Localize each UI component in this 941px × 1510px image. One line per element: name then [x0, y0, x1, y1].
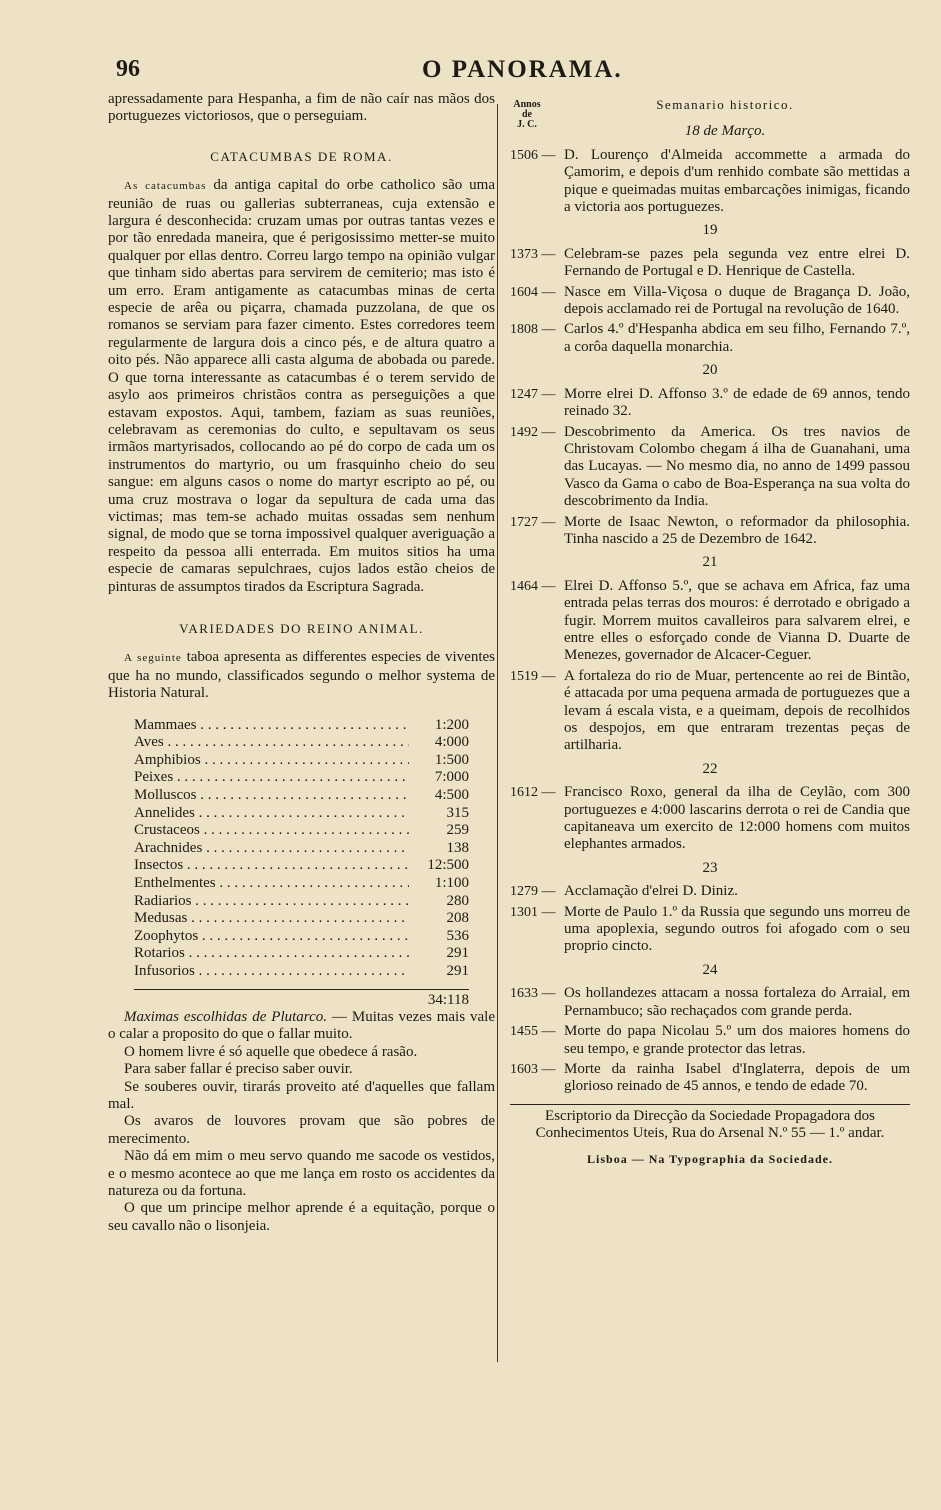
- species-name: Insectos . . .: [134, 857, 409, 875]
- history-entry: [510, 1023, 910, 1058]
- species-count: 7:000: [434, 769, 469, 786]
- entry-year: 1301 —: [510, 904, 556, 920]
- species-count: 315: [446, 804, 469, 821]
- entry-year: 1603 —: [510, 1061, 556, 1077]
- species-row: [134, 787, 469, 805]
- species-count: 291: [446, 962, 469, 979]
- entry-text: Carlos 4.º d'Hespanha abdica em seu filho, Fernando 7.º, a corôa daquella monarchia.: [564, 321, 910, 355]
- entry-year: 1373 —: [510, 246, 556, 262]
- day-heading: 20: [702, 362, 718, 379]
- entry-text: Francisco Roxo, general da ilha de Ceylão, com 300 portuguezes e 4:000 lascarins derrota o rei de Candia que capitaneava um exercito de 12:000 homens com muitos elephantes armados.: [564, 784, 910, 853]
- annos-word: Annos: [513, 99, 541, 110]
- entry-year: 1727 —: [510, 514, 556, 530]
- species-count: 536: [446, 927, 469, 944]
- maxim: Não dá em mim o meu servo quando me sacode os vestidos, e o mesmo acontece ao que me lança em rosto os accidentes da natureza ou da fortuna.: [108, 1148, 495, 1199]
- right-column: [510, 96, 910, 1168]
- entry-text: Os hollandezes attacam a nossa fortaleza do Arraial, em Pernambuco; são rechaçados com grande perda.: [564, 985, 910, 1019]
- entry-text: Morre elrei D. Affonso 3.º de edade de 69 annos, tendo reinado 32.: [564, 385, 910, 420]
- history-entry: [510, 904, 910, 956]
- species-count: 1:200: [434, 716, 469, 733]
- animal-lead: A seguinte: [124, 652, 182, 665]
- catacombs-heading: CATACUMBAS DE ROMA.: [210, 148, 393, 164]
- species-row: [134, 928, 469, 946]
- animal-paragraph: [108, 649, 495, 702]
- species-table: [134, 717, 469, 981]
- species-name: Zoophytos . . .: [134, 928, 409, 946]
- species-row: [134, 752, 469, 770]
- species-count: 291: [446, 945, 469, 962]
- species-name: Amphibios . . .: [134, 752, 409, 770]
- animal-heading: VARIEDADES DO REINO ANIMAL.: [179, 620, 424, 636]
- species-name: Aves . . .: [134, 734, 409, 752]
- history-entry: [510, 668, 910, 755]
- species-count: 138: [446, 839, 469, 856]
- history-entry: [510, 147, 910, 217]
- maxims-first-text: — Muitas vezes mais vale o calar a proposito do que o fallar muito.: [108, 1008, 495, 1043]
- catacombs-text: da antiga capital do orbe catholico são uma reunião de ruas ou gallerias subterraneas, cuja extensão e largura é desconhecida: cruzam umas por outras tantas vezes e por tão enredada maneira, que é perigosissimo metter-se muito qualquer por ellas dentro. Correu largo tempo na opinião vulgar que tinham sido abertas para servirem de cemiterio; mas isto é um erro. Eram antigamente as catacumbas minas de certa especie de arêa ou piçarra, chamada puzzolana, de que os romanos se serviam para fazer cimento. Estes corredores teem regularmente de largura dois a cinco pés, e de altura quatro a oito pés. Não apparece alli casta alguma de abobada ou parede. O que torna interessante as catacumbas é o terem servido de asylo aos primeiros christãos contra as perseguições a que estavam expostos. Aqui, tambem, faziam as suas reuniões, celebravam as ceremonias do culto, e sepultavam os seus irmãos martyrisados, collocando ao pé do corpo de cada um os instrumentos do martyrio, ou um frasquinho cheio do seu sangue: em alguns casos o nome do martyr escripto ao pé, ou uma cruz mostrava o logar da sepultura de cada uma das victimas; mas tem-se achado muitas ossadas sem nenhum signal, de modo que se torna impossivel qualquer averiguação a respeito da pessoa alli enterrada. Em muitos sitios ha uma especie de camaras sepulchraes, cujos lados estão cheios de pinturas de assumptos tirados da Escriptura Sagrada.: [108, 177, 496, 595]
- history-entry: [510, 284, 910, 319]
- species-row: [134, 875, 469, 893]
- entry-year: 1519 —: [510, 668, 556, 684]
- entry-year: 1455 —: [510, 1024, 556, 1040]
- entry-text: Celebram-se pazes pela segunda vez entre elrei D. Fernando de Portugal e D. Henrique de Castella.: [564, 245, 910, 280]
- species-name: Arachnides . . .: [134, 840, 409, 858]
- maxim: Para saber fallar é preciso saber ouvir.: [124, 1061, 353, 1078]
- species-name: Infusorios . . .: [134, 963, 409, 981]
- catacombs-lead: As catacumbas: [124, 180, 207, 193]
- species-row: [134, 734, 469, 752]
- species-count: 12:500: [427, 857, 469, 874]
- species-count: 4:000: [434, 734, 469, 751]
- species-count: 280: [446, 892, 469, 909]
- history-entry: [510, 784, 910, 854]
- species-name: Molluscos . . .: [134, 787, 409, 805]
- maxims-title: Maximas escolhidas de Plutarco.: [124, 1008, 327, 1025]
- maxim: Os avaros de louvores provam que são pobres de merecimento.: [108, 1113, 495, 1147]
- maxim: Se souberes ouvir, tirarás proveito até d'aquelles que fallam mal.: [108, 1078, 495, 1112]
- intro-paragraph: apressadamente para Hespanha, a fim de não caír nas mãos dos portuguezes victoriosos, que o perseguiam.: [108, 91, 495, 125]
- entry-text: Morte de Isaac Newton, o reformador da philosophia. Tinha nascido a 25 de Dezembro de 1642.: [564, 513, 910, 547]
- species-name: Peixes . . .: [134, 769, 409, 787]
- imprint: Lisboa — Na Typographia da Sociedade.: [587, 1151, 833, 1166]
- day-heading: 19: [702, 222, 718, 239]
- entry-text: Morte de Paulo 1.º da Russia que segundo uns morreu de uma apoplexia, segundo outros foi afogado com o seu proprio cincto.: [564, 903, 910, 955]
- species-name: Mammaes . . .: [134, 717, 409, 735]
- entry-year: 1492 —: [510, 424, 556, 440]
- column-divider: [497, 104, 498, 1362]
- history-days: [510, 147, 910, 1096]
- species-row: [134, 963, 469, 981]
- entry-year: 1633 —: [510, 986, 556, 1002]
- entry-text: Elrei D. Affonso 5.º, que se achava em Africa, faz uma entrada pelas terras dos mouros: é derrotado e obrigado a fugir. Morrem muitos cavalleiros para salvarem elrei, e entre elles o esforçado conde de Vianna D. Duarte de Menezes, governador de Alcacer-Ceguer.: [564, 577, 910, 664]
- annos-de: de: [522, 109, 532, 120]
- species-count: 259: [446, 822, 469, 839]
- species-row: [134, 910, 469, 928]
- history-entry: [510, 386, 910, 421]
- day-heading: 22: [702, 760, 718, 777]
- entry-year: 1808 —: [510, 322, 556, 338]
- entry-text: Morte do papa Nicolau 5.º um dos maiores homens do seu tempo, e grande protector das letras.: [564, 1023, 910, 1057]
- day-heading: 21: [702, 554, 718, 571]
- species-row: [134, 805, 469, 823]
- day-heading: 23: [702, 859, 718, 876]
- species-name: Radiarios . . .: [134, 893, 409, 911]
- entry-year: 1612 —: [510, 785, 556, 801]
- entry-text: A fortaleza do rio de Muar, pertencente ao rei de Bintão, é attacada por uma pequena armada de portuguezes que a levam á escala vista, e a queimam, depois de recolhidos os despojos, em que entraram trezentas peças de artilharia.: [564, 667, 910, 754]
- history-entry: [510, 321, 910, 356]
- page-number: 96: [116, 56, 140, 82]
- history-entry: [510, 424, 910, 511]
- species-name: Medusas . . .: [134, 910, 409, 928]
- history-entry: [510, 883, 910, 900]
- species-row: [134, 857, 469, 875]
- history-entry: [510, 514, 910, 549]
- entry-year: 1247 —: [510, 386, 556, 402]
- history-entry: [510, 578, 910, 665]
- running-title: O PANORAMA.: [422, 56, 623, 83]
- maxim: O homem livre é só aquelle que obedece á rasão.: [124, 1043, 418, 1060]
- maxims-section: [108, 1009, 495, 1235]
- entry-text: D. Lourenço d'Almeida accommette a armada do Çamorim, e depois d'um renhido combate são mettidas a pique e queimadas muitas embarcações inimigas, ficando a victoria aos portuguezes.: [564, 146, 910, 216]
- animal-text: taboa apresenta as differentes especies de viventes que ha no mundo, classificados segundo o melhor systema de Historia Natural.: [108, 649, 495, 702]
- entry-text: Morte da rainha Isabel d'Inglaterra, depois de um glorioso reinado de 45 annos, e tendo de edade 70.: [564, 1060, 910, 1095]
- left-column: [108, 91, 495, 1235]
- species-count: 1:500: [434, 751, 469, 768]
- history-entry: [510, 985, 910, 1020]
- species-count: 208: [446, 910, 469, 927]
- species-count: 4:500: [434, 786, 469, 803]
- species-row: [134, 840, 469, 858]
- species-row: [134, 822, 469, 840]
- species-row: [134, 717, 469, 735]
- entry-text: Acclamação d'elrei D. Diniz.: [564, 883, 738, 900]
- entry-year: 1279 —: [510, 884, 556, 900]
- history-entry: [510, 246, 910, 281]
- maxims-first: [108, 1009, 495, 1044]
- catacombs-paragraph: [108, 177, 495, 596]
- day-heading: 24: [702, 961, 718, 978]
- annos-jc: J. C.: [517, 119, 537, 130]
- entry-year: 1506 —: [510, 147, 556, 163]
- entry-year: 1604 —: [510, 284, 556, 300]
- office-notice: Escriptorio da Direcção da Sociedade Propagadora dos Conhecimentos Uteis, Rua do Arsenal N.º 55 — 1.º andar.: [510, 1104, 910, 1143]
- first-date: 18 de Março.: [684, 123, 766, 140]
- species-name: Enthelmentes . . .: [134, 875, 409, 893]
- species-name: Annelides . . .: [134, 805, 409, 823]
- entry-text: Nasce em Villa-Viçosa o duque de Bragança D. João, depois acclamado rei de Portugal na revolução de 1640.: [564, 283, 910, 318]
- species-name: Rotarios . . .: [134, 945, 409, 963]
- entry-text: Descobrimento da America. Os tres navios de Christovam Colombo chegam á ilha de Guanahani, uma das Lucayas. — No mesmo dia, no anno de 1499 passou Vasco da Gama o cabo de Boa-Esperança na sua volta do descobrimento da India.: [564, 423, 910, 510]
- species-name: Crustaceos . . .: [134, 822, 409, 840]
- entry-year: 1464 —: [510, 578, 556, 594]
- weekly-heading: Semanario historico.: [656, 97, 794, 112]
- history-entry: [510, 1061, 910, 1096]
- species-total: 34:118: [134, 989, 469, 1009]
- maxims-list: [108, 1044, 495, 1235]
- species-count: 1:100: [434, 874, 469, 891]
- species-row: [134, 769, 469, 787]
- maxim: O que um principe melhor aprende é a equitação, porque o seu cavallo não o lisonjeia.: [108, 1200, 495, 1234]
- species-row: [134, 945, 469, 963]
- species-row: [134, 893, 469, 911]
- annos-label: [510, 100, 544, 130]
